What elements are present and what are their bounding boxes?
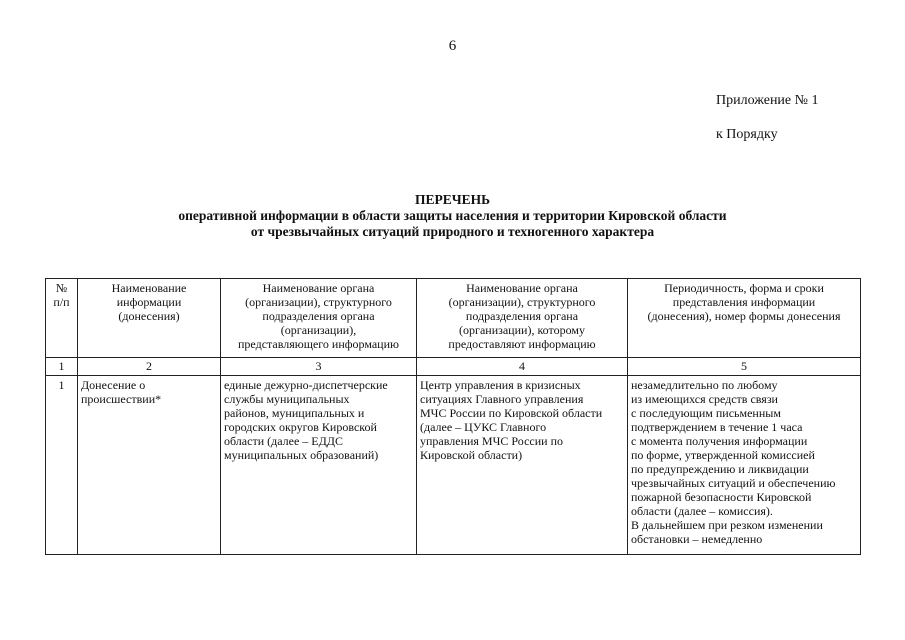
cell-text-line: (организации), структурного [245,295,392,309]
provider-cell [221,376,417,555]
cell-text-line: подразделения органа [465,309,579,323]
header-cell-provider [221,279,417,358]
header-cell-timing [628,279,861,358]
cell-text-line: Кировской области) [420,448,523,462]
cell-text-line: (организации), [280,323,357,337]
cell-text-line: (далее – ЦУКС Главного [420,420,547,434]
cell-text-line: районов, муниципальных и [224,406,365,420]
cell-text-line: с момента получения информации [631,434,808,448]
cell-text-line: информации [116,295,182,309]
column-number: 3 [221,358,417,376]
document-heading [40,192,865,240]
timing-cell [628,376,861,555]
row-number-cell: 1 [46,376,78,555]
cell-text-line: Периодичность, форма и сроки [664,281,824,295]
header-cell-number [46,279,78,358]
cell-text-line: области (далее – комиссия). [631,504,773,518]
cell-text-line: Донесение о [81,378,146,392]
cell-text-line: незамедлительно по любому [631,378,778,392]
cell-text-line: предоставляют информацию [448,337,596,351]
table-header-row [46,279,861,358]
column-number: 2 [78,358,221,376]
page-number: 6 [448,38,457,54]
column-number-row [46,358,861,376]
cell-text-line: единые дежурно-диспетчерские [224,378,388,392]
cell-text-line: управления МЧС России по [420,434,563,448]
cell-text-line: представляющего информацию [238,337,399,351]
cell-text-line: представления информации [672,295,816,309]
information-table [45,278,861,555]
cell-text-line: (донесения) [118,309,180,323]
cell-text-line: (донесения), номер формы донесения [647,309,841,323]
cell-text-line: службы муниципальных [224,392,350,406]
cell-text-line: муниципальных образований) [224,448,379,462]
heading-line-1: оперативной информации в области защиты населения и территории Кировской области [178,208,727,223]
cell-text-line: обстановки – немедленно [631,532,763,546]
cell-text-line: чрезвычайных ситуаций и обеспечению [631,476,836,490]
heading-title: ПЕРЕЧЕНЬ [414,192,491,207]
cell-text-line: по предупреждению и ликвидации [631,462,809,476]
cell-text-line: Наименование органа [262,281,375,295]
cell-text-line: Наименование органа [466,281,578,295]
cell-text-line: Наименование [111,281,187,295]
cell-text-line: с последующим письменным [631,406,781,420]
table-row [46,376,861,555]
cell-text-line: из имеющихся средств связи [631,392,778,406]
cell-text-line: ситуациях Главного управления [420,392,584,406]
cell-text-line: № [55,281,68,295]
appendix-label: Приложение № 1 [716,93,819,108]
cell-text-line: В дальнейшем при резком изменении [631,518,823,532]
cell-text-line: подразделения органа [262,309,375,323]
column-number: 5 [628,358,861,376]
cell-text-line: Центр управления в кризисных [420,378,581,392]
heading-line-2: от чрезвычайных ситуаций природного и техногенного характера [250,224,655,239]
cell-text-line: по форме, утвержденной комиссией [631,448,815,462]
column-number: 4 [417,358,628,376]
cell-text-line: (организации), структурного [448,295,596,309]
cell-text-line: п/п [53,295,70,309]
header-cell-info-name [78,279,221,358]
cell-text-line: (организации), которому [459,323,585,337]
cell-text-line: МЧС России по Кировской области [420,406,603,420]
cell-text-line: происшествии* [81,392,162,406]
column-number: 1 [46,358,78,376]
header-cell-receiver [417,279,628,358]
receiver-cell [417,376,628,555]
cell-text-line: городских округов Кировской [224,420,377,434]
cell-text-line: подтверждением в течение 1 часа [631,420,803,434]
appendix-reference: к Порядку [716,127,778,142]
cell-text-line: области (далее – ЕДДС [224,434,343,448]
cell-text-line: пожарной безопасности Кировской [631,490,812,504]
info-name-cell [78,376,221,555]
